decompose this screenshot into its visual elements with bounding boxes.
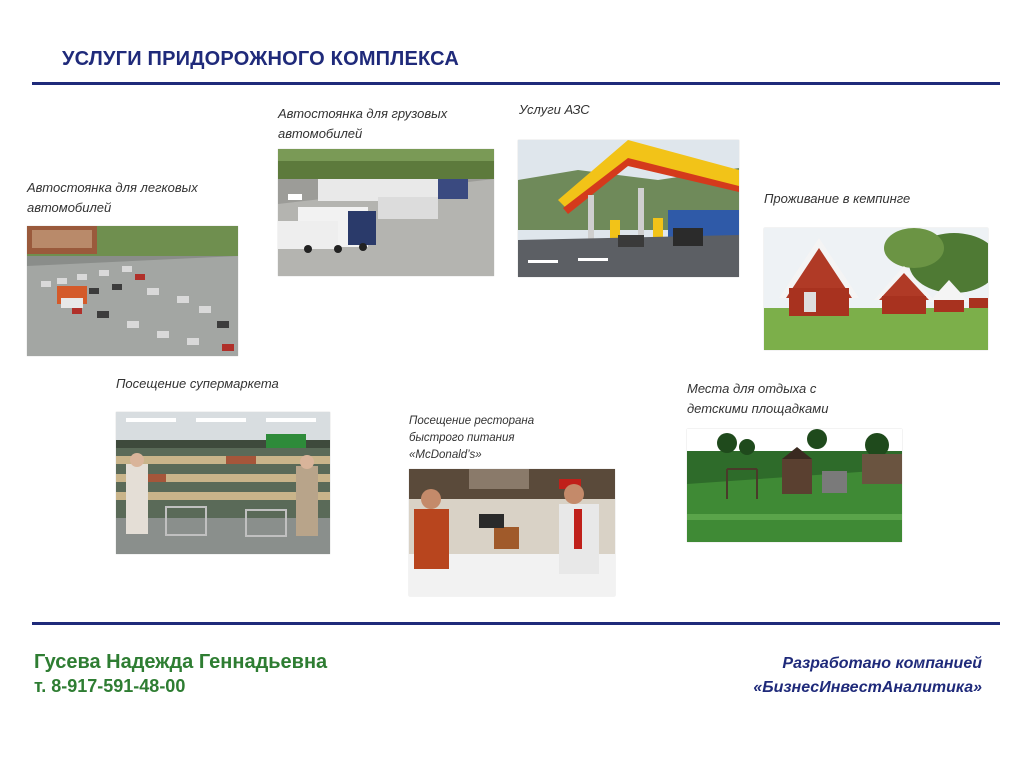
caption-camping	[764, 189, 910, 209]
caption-line: Посещение супермаркета	[116, 376, 279, 391]
caption-car-parking	[27, 178, 198, 218]
footer-divider	[32, 622, 1000, 625]
caption-playground	[687, 379, 828, 419]
caption-line: Места для отдыха с	[687, 381, 817, 396]
photo-truck-parking	[278, 149, 494, 276]
company-name: «БизнесИнвестАналитика»	[753, 679, 982, 696]
caption-line: «McDonald’s»	[409, 449, 482, 461]
caption-line: быстрого питания	[409, 432, 515, 444]
author-name: Гусева Надежда Геннадьевна	[34, 651, 328, 673]
caption-line: Услуги АЗС	[519, 102, 590, 117]
author-block	[34, 650, 327, 698]
caption-supermarket	[116, 374, 279, 394]
caption-line: детскими площадками	[687, 401, 829, 416]
caption-line: автомобилей	[278, 126, 363, 141]
caption-line: Автостоянка для грузовых	[278, 106, 448, 121]
caption-line: Проживание в кемпинге	[764, 191, 911, 206]
caption-line: автомобилей	[27, 200, 112, 215]
author-phone: т. 8-917-591-48-00	[34, 676, 186, 696]
photo-supermarket	[116, 412, 330, 554]
photo-restaurant	[409, 469, 615, 596]
photo-gas-station	[518, 140, 739, 277]
caption-truck-parking	[278, 104, 447, 144]
photo-car-parking	[27, 226, 238, 356]
credit-line: Разработано компанией	[782, 655, 982, 672]
slide-title: УСЛУГИ ПРИДОРОЖНОГО КОМПЛЕКСА	[62, 48, 459, 70]
header-divider	[32, 82, 1000, 85]
caption-gas-station	[519, 100, 590, 120]
caption-line: Посещение ресторана	[409, 415, 535, 427]
developer-credit	[753, 652, 982, 700]
photo-playground	[687, 429, 902, 542]
caption-line: Автостоянка для легковых	[27, 180, 198, 195]
photo-camping	[764, 228, 988, 350]
caption-restaurant	[409, 413, 534, 464]
